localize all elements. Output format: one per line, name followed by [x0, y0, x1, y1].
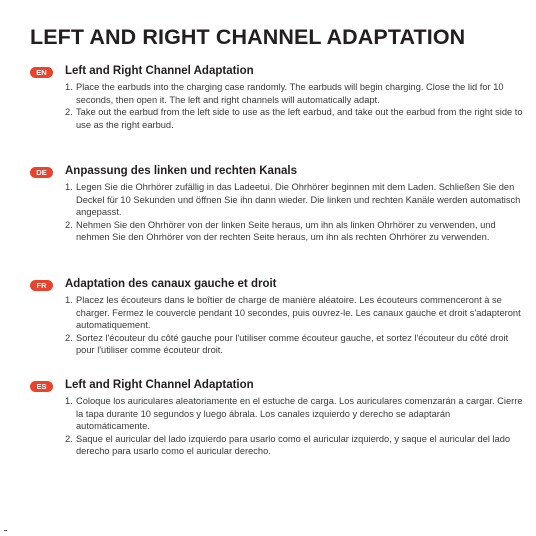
- item-text: Nehmen Sie den Ohrhörer von der linken Seite heraus, um ihn als linken Ohrhörer zu verwenden, und nehmen Sie den Ohrhörer von der rechten Seite heraus, um ihn als rechten Ohrhörer zu verwenden.: [76, 219, 496, 243]
- instruction-list-es: [64, 395, 524, 458]
- list-item: [64, 81, 524, 106]
- item-number: 2.: [65, 332, 73, 343]
- list-item: [64, 332, 524, 357]
- item-number: 1.: [65, 396, 73, 406]
- language-badge-es: ES: [30, 381, 53, 392]
- list-item: [64, 106, 524, 131]
- item-text: Take out the earbud from the left side to use as the left earbud, and take out the earbud from the right side to use as the right earbud.: [76, 107, 523, 130]
- item-text: Place the earbuds into the charging case randomly. The earbuds will begin charging. Close the lid for 10 seconds, then open it. The left and right channels will automatically adapt.: [76, 82, 504, 105]
- instruction-list-de: [64, 181, 524, 244]
- section-heading-en: Left and Right Channel Adaptation: [65, 65, 254, 77]
- item-text: Saque el auricular del lado izquierdo para usarlo como el auricular izquierdo, y saque el auricular del lado derecho para usarlo como el auricular derecho.: [76, 433, 511, 457]
- item-number: 2.: [65, 107, 73, 118]
- corner-mark: [4, 530, 7, 531]
- item-text: Sortez l'écouteur du côté gauche pour l'utiliser comme écouteur gauche, et sortez l'écouteur du côté droit pour l'utiliser comme écouteur droit.: [76, 332, 509, 356]
- language-badge-en: EN: [30, 67, 53, 78]
- page-title: LEFT AND RIGHT CHANNEL ADAPTATION: [30, 25, 466, 49]
- list-item: [64, 219, 524, 244]
- item-number: 1.: [65, 82, 73, 92]
- item-text: Coloque los auriculares aleatoriamente en el estuche de carga. Los auriculares comenzarán a cargar. Cierre la tapa durante 10 segundos y luego ábrala. Los canales izquierdo y derecho se adaptarán automáticamente.: [76, 396, 523, 432]
- item-number: 1.: [65, 295, 73, 305]
- item-number: 1.: [65, 182, 73, 192]
- list-item: [64, 294, 524, 332]
- instruction-list-fr: [64, 294, 524, 357]
- list-item: [64, 181, 524, 219]
- item-number: 2.: [65, 219, 73, 230]
- item-number: 2.: [65, 433, 73, 444]
- section-heading-es: Left and Right Channel Adaptation: [65, 379, 254, 391]
- language-badge-fr: FR: [30, 280, 53, 291]
- section-heading-fr: Adaptation des canaux gauche et droit: [65, 278, 277, 290]
- instruction-list-en: [64, 81, 524, 131]
- list-item: [64, 433, 524, 458]
- list-item: [64, 395, 524, 433]
- section-heading-de: Anpassung des linken und rechten Kanals: [65, 165, 297, 177]
- item-text: Placez les écouteurs dans le boîtier de charge de manière aléatoire. Les écouteurs commenceront à se charger. Fermez le couvercle pendant 10 secondes, puis ouvrez-le. Les canaux gauche et droit s'adapteront automatiquement.: [76, 295, 521, 331]
- item-text: Legen Sie die Ohrhörer zufällig in das Ladeetui. Die Ohrhörer beginnen mit dem Laden. Schließen Sie den Deckel für 10 Sekunden und öffnen Sie ihn dann wieder. Die linken und rechten Kanäle werden automatisch angepasst.: [76, 182, 521, 218]
- language-badge-de: DE: [30, 167, 53, 178]
